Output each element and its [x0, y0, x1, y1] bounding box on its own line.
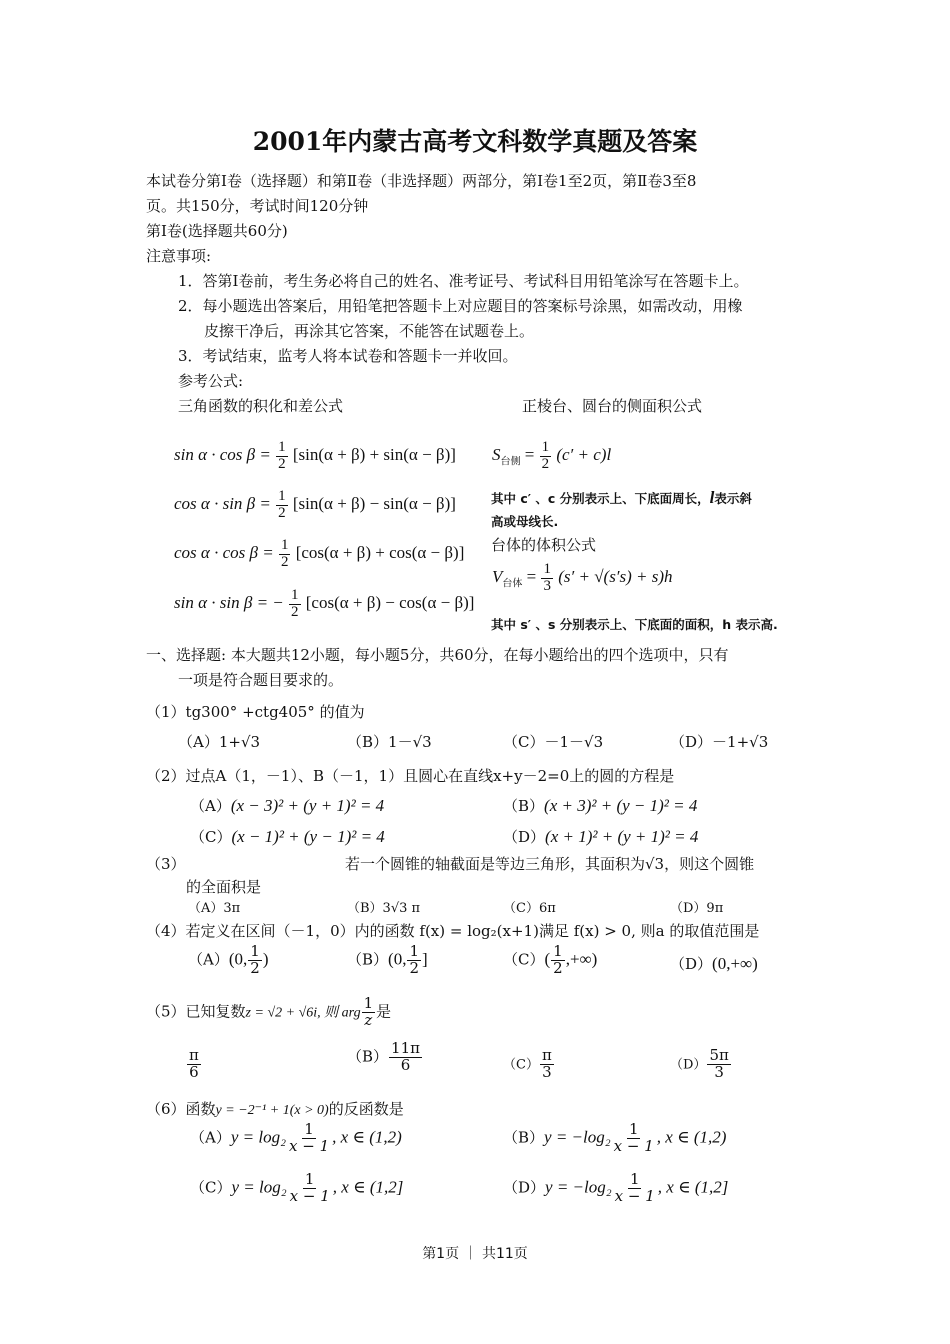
volume-note: 其中 s′ 、s 分别表示上、下底面的面积，h 表示高.	[491, 617, 778, 632]
formula-lateral-area: $S_{台侧}$ = $\frac{1}{2}$ (c′ + c)l	[492, 439, 612, 472]
q6-option-a: （A）y = log₂ $\frac{1}{x - 1}$ , x ∈ (1,2)	[190, 1120, 402, 1155]
q5-option-b: （B） $\frac{11\pi}{6}$	[347, 1039, 420, 1074]
page-footer: 第1页 ｜ 共11页	[422, 1246, 528, 1262]
q4-option-d: （D）(0,+∞)	[670, 954, 758, 973]
q4-option-c: （C）( $\frac{1}{2}$ ,+∞)	[503, 942, 598, 977]
q1-option-c: （C）－1－√3	[503, 733, 604, 751]
note-2b: 皮擦干净后，再涂其它答案，不能答在试题卷上。	[204, 322, 535, 340]
q1-option-b: （B）1－√3	[347, 733, 432, 751]
q2-option-b: （B）(x + 3)² + (y − 1)² = 4	[503, 796, 698, 815]
note-3: 3．考试结束，监考人将本试卷和答题卡一并收回。	[178, 347, 518, 365]
q5-option-c: （C） $\frac{\pi}{3}$	[503, 1046, 552, 1081]
volume-heading: 台体的体积公式	[491, 536, 597, 554]
q3-option-d: （D）9π	[670, 901, 724, 916]
intro-line-1: 本试卷分第Ⅰ卷（选择题）和第Ⅱ卷（非选择题）两部分，第Ⅰ卷1至2页，第Ⅱ卷3至8	[146, 172, 697, 190]
notes-heading: 注意事项:	[146, 247, 212, 265]
q2-stem: （2）过点A（1，－1）、B（－1，1）且圆心在直线x+y－2=0上的圆的方程是	[146, 767, 675, 785]
q1-stem: （1）tg300° +ctg405° 的值为	[146, 703, 365, 721]
q3-option-a: （A）3π	[188, 901, 241, 916]
formula-2: cos α · sin β = $\frac{1}{2}$ [sin(α + β) − sin(α − β)]	[174, 488, 456, 521]
formula-4: sin α · sin β = − $\frac{1}{2}$ [cos(α + β) − cos(α − β)]	[174, 587, 475, 620]
q3-number: （3）	[146, 855, 186, 873]
q5-stem: （5）已知复数z = √2 + √6i, 则 arg $\frac{1}{z}$ 是	[146, 994, 392, 1029]
q4-stem: （4）若定义在区间（－1，0）内的函数 f(x) = log₂(x+1)满足 f(x) > 0, 则a 的取值范围是	[146, 922, 760, 940]
note-1: 1．答第Ⅰ卷前，考生务必将自己的姓名、准考证号、考试科目用铅笔涂写在答题卡上。	[178, 272, 749, 290]
q6-option-b: （B）y = −log₂ $\frac{1}{x - 1}$ , x ∈ (1,2)	[503, 1120, 727, 1155]
trig-heading: 三角函数的积化和差公式	[178, 397, 344, 415]
q2-option-a: （A）(x − 3)² + (y + 1)² = 4	[190, 796, 385, 815]
formula-3: cos α · cos β = $\frac{1}{2}$ [cos(α + β) + cos(α − β)]	[174, 537, 465, 570]
q5-option-d: （D） $\frac{5\pi}{3}$	[670, 1046, 729, 1081]
reference-heading: 参考公式:	[178, 372, 244, 390]
q3-stem: 若一个圆锥的轴截面是等边三角形，其面积为√3，则这个圆锥	[345, 855, 755, 873]
formula-volume: $V_{台体}$ = $\frac{1}{3}$ (s′ + √(s′s) + s)h	[492, 561, 673, 594]
q4-option-a: （A）(0, $\frac{1}{2}$ )	[188, 942, 269, 977]
q2-option-d: （D）(x + 1)² + (y + 1)² = 4	[503, 827, 699, 846]
area-heading: 正棱台、圆台的侧面积公式	[522, 397, 703, 415]
formula-1: sin α · cos β = $\frac{1}{2}$ [sin(α + β) + sin(α − β)]	[174, 439, 456, 472]
q1-option-d: （D）－1+√3	[670, 733, 769, 751]
q3-stem-2: 的全面积是	[186, 878, 262, 896]
q6-stem: （6）函数y = −2⁻¹ + 1(x > 0)的反函数是	[146, 1100, 404, 1118]
q6-option-d: （D）y = −log₂ $\frac{1}{x - 1}$ , x ∈ (1,2]	[503, 1170, 729, 1205]
lateral-area-note: 其中 c′ 、c 分别表示上、下底面周长，l表示斜	[491, 488, 752, 507]
q2-option-c: （C）(x − 1)² + (y − 1)² = 4	[190, 827, 385, 846]
q5-option-a: $\frac{\pi}{6}$	[189, 1046, 199, 1081]
section-one-line-2: 一项是符合题目要求的。	[178, 671, 344, 689]
q3-option-b: （B）3√3 π	[347, 901, 421, 916]
note-2a: 2．每小题选出答案后，用铅笔把答题卡上对应题目的答案标号涂黑，如需改动，用橡	[178, 297, 743, 315]
q1-option-a: （A）1+√3	[178, 733, 261, 751]
section-heading: 第Ⅰ卷(选择题共60分)	[146, 222, 288, 240]
intro-line-2: 页。共150分，考试时间120分钟	[146, 197, 369, 215]
lateral-area-note-2: 高或母线长.	[491, 514, 559, 529]
q6-option-c: （C）y = log₂ $\frac{1}{x - 1}$ , x ∈ (1,2]	[190, 1170, 404, 1205]
q4-option-b: （B）(0, $\frac{1}{2}$ ]	[347, 942, 428, 977]
page-title: 2001年内蒙古高考文科数学真题及答案	[252, 127, 698, 156]
q3-option-c: （C）6π	[503, 901, 556, 916]
section-one-line-1: 一、选择题: 本大题共12小题，每小题5分，共60分，在每小题给出的四个选项中，只有	[146, 646, 729, 664]
